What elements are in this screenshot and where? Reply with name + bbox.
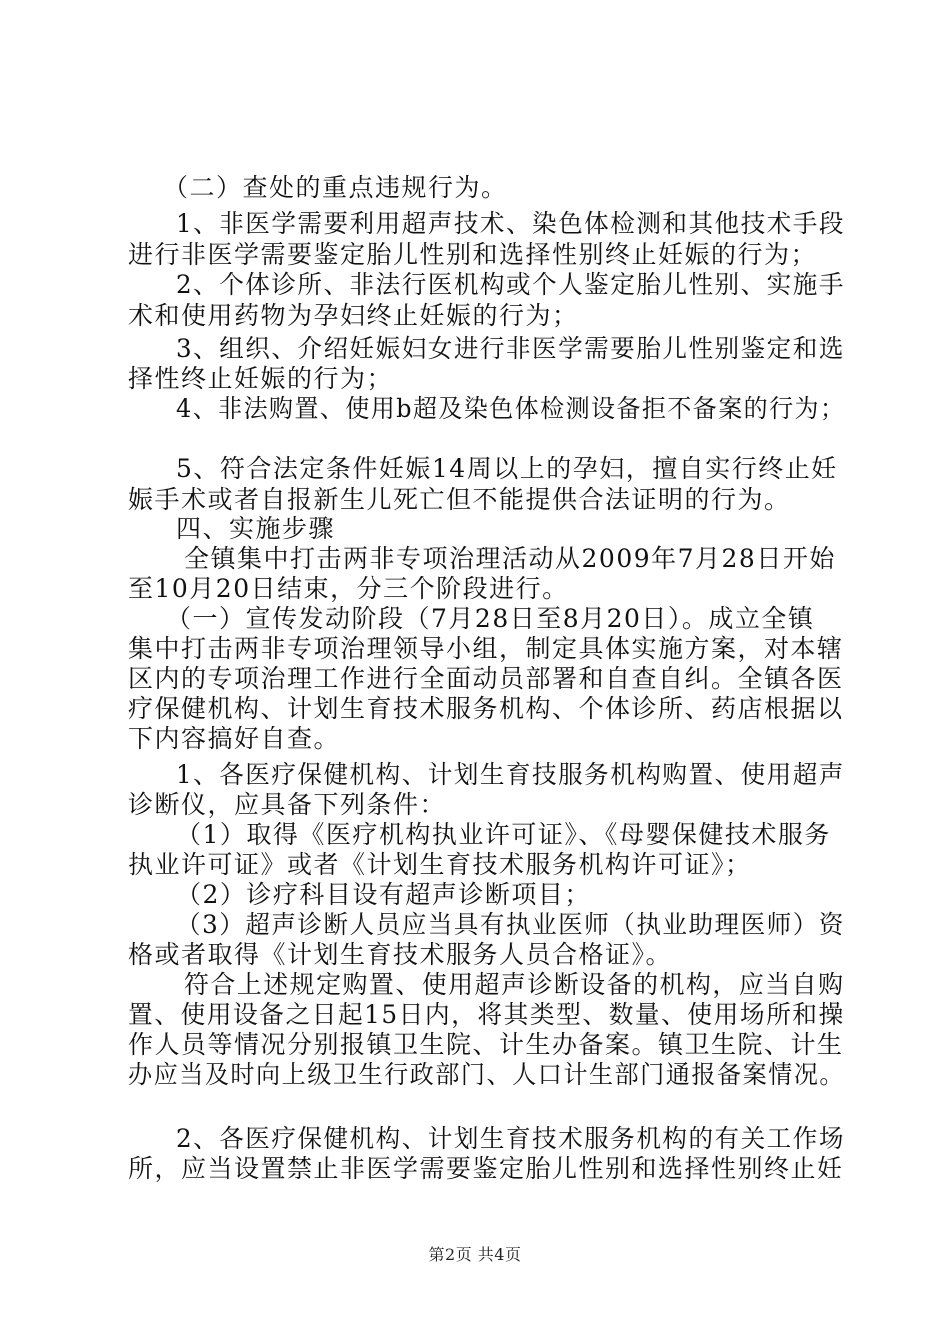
text-line: （一）宣传发动阶段（7月28日至8月20日）。成立全镇 — [166, 604, 815, 633]
text-line: 所，应当设置禁止非医学需要鉴定胎儿性别和选择性别终止妊 — [128, 1154, 844, 1183]
text-line: 作人员等情况分别报镇卫生院、计生办备案。镇卫生院、计生 — [128, 1030, 844, 1059]
text-line: 娠手术或者自报新生儿死亡但不能提供合法证明的行为。 — [128, 485, 791, 514]
text-line: （1）取得《医疗机构执业许可证》、《母婴保健技术服务 — [176, 820, 831, 849]
text-line: 格或者取得《计划生育技术服务人员合格证》。 — [128, 940, 673, 969]
text-line: （3）超声诊断人员应当具有执业医师（执业助理医师）资 — [176, 910, 845, 939]
text-line: 择性终止妊娠的行为； — [128, 364, 394, 393]
text-line: 区内的专项治理工作进行全面动员部署和自查自纠。全镇各医 — [128, 664, 844, 693]
text-line: 2、个体诊所、非法行医机构或个人鉴定胎儿性别、实施手 — [176, 270, 845, 299]
text-line: 置、使用设备之日起15日内，将其类型、数量、使用场所和操 — [128, 1000, 845, 1029]
text-line: （2）诊疗科目设有超声诊断项目； — [176, 880, 591, 909]
text-line: 至10月20日结束，分三个阶段进行。 — [128, 574, 569, 603]
text-line: 术和使用药物为孕妇终止妊娠的行为； — [128, 301, 579, 330]
text-line: （二）查处的重点违规行为。 — [163, 173, 508, 202]
text-line: 集中打击两非专项治理领导小组，制定具体实施方案，对本辖 — [128, 634, 844, 663]
page-number-footer: 第2页 共4页 — [428, 1245, 522, 1264]
text-line: 2、各医疗保健机构、计划生育技术服务机构的有关工作场 — [176, 1124, 845, 1153]
text-line: 进行非医学需要鉴定胎儿性别和选择性别终止妊娠的行为； — [128, 240, 818, 269]
text-line: 1、非医学需要利用超声技术、染色体检测和其他技术手段 — [176, 209, 845, 238]
text-line: 3、组织、介绍妊娠妇女进行非医学需要胎儿性别鉴定和选 — [176, 334, 845, 363]
text-line: 5、符合法定条件妊娠14周以上的孕妇，擅自实行终止妊 — [176, 454, 838, 483]
text-line: 下内容搞好自查。 — [128, 724, 341, 753]
text-line: 符合上述规定购置、使用超声诊断设备的机构，应当自购 — [184, 970, 845, 999]
text-line: 执业许可证》或者《计划生育技术服务机构许可证》； — [128, 850, 752, 879]
text-line: 全镇集中打击两非专项治理活动从2009年7月28日开始 — [184, 544, 836, 573]
text-line: 4、非法购置、使用b超及染色体检测设备拒不备案的行为； — [176, 394, 846, 423]
text-line: 诊断仪，应具备下列条件： — [128, 790, 447, 819]
text-line: 1、各医疗保健机构、计划生育技服务机构购置、使用超声 — [176, 760, 845, 789]
text-line: 办应当及时向上级卫生行政部门、人口计生部门通报备案情况。 — [128, 1060, 846, 1089]
text-line: 四、实施步骤 — [176, 514, 336, 543]
text-line: 疗保健机构、计划生育技术服务机构、个体诊所、药店根据以 — [128, 694, 844, 723]
